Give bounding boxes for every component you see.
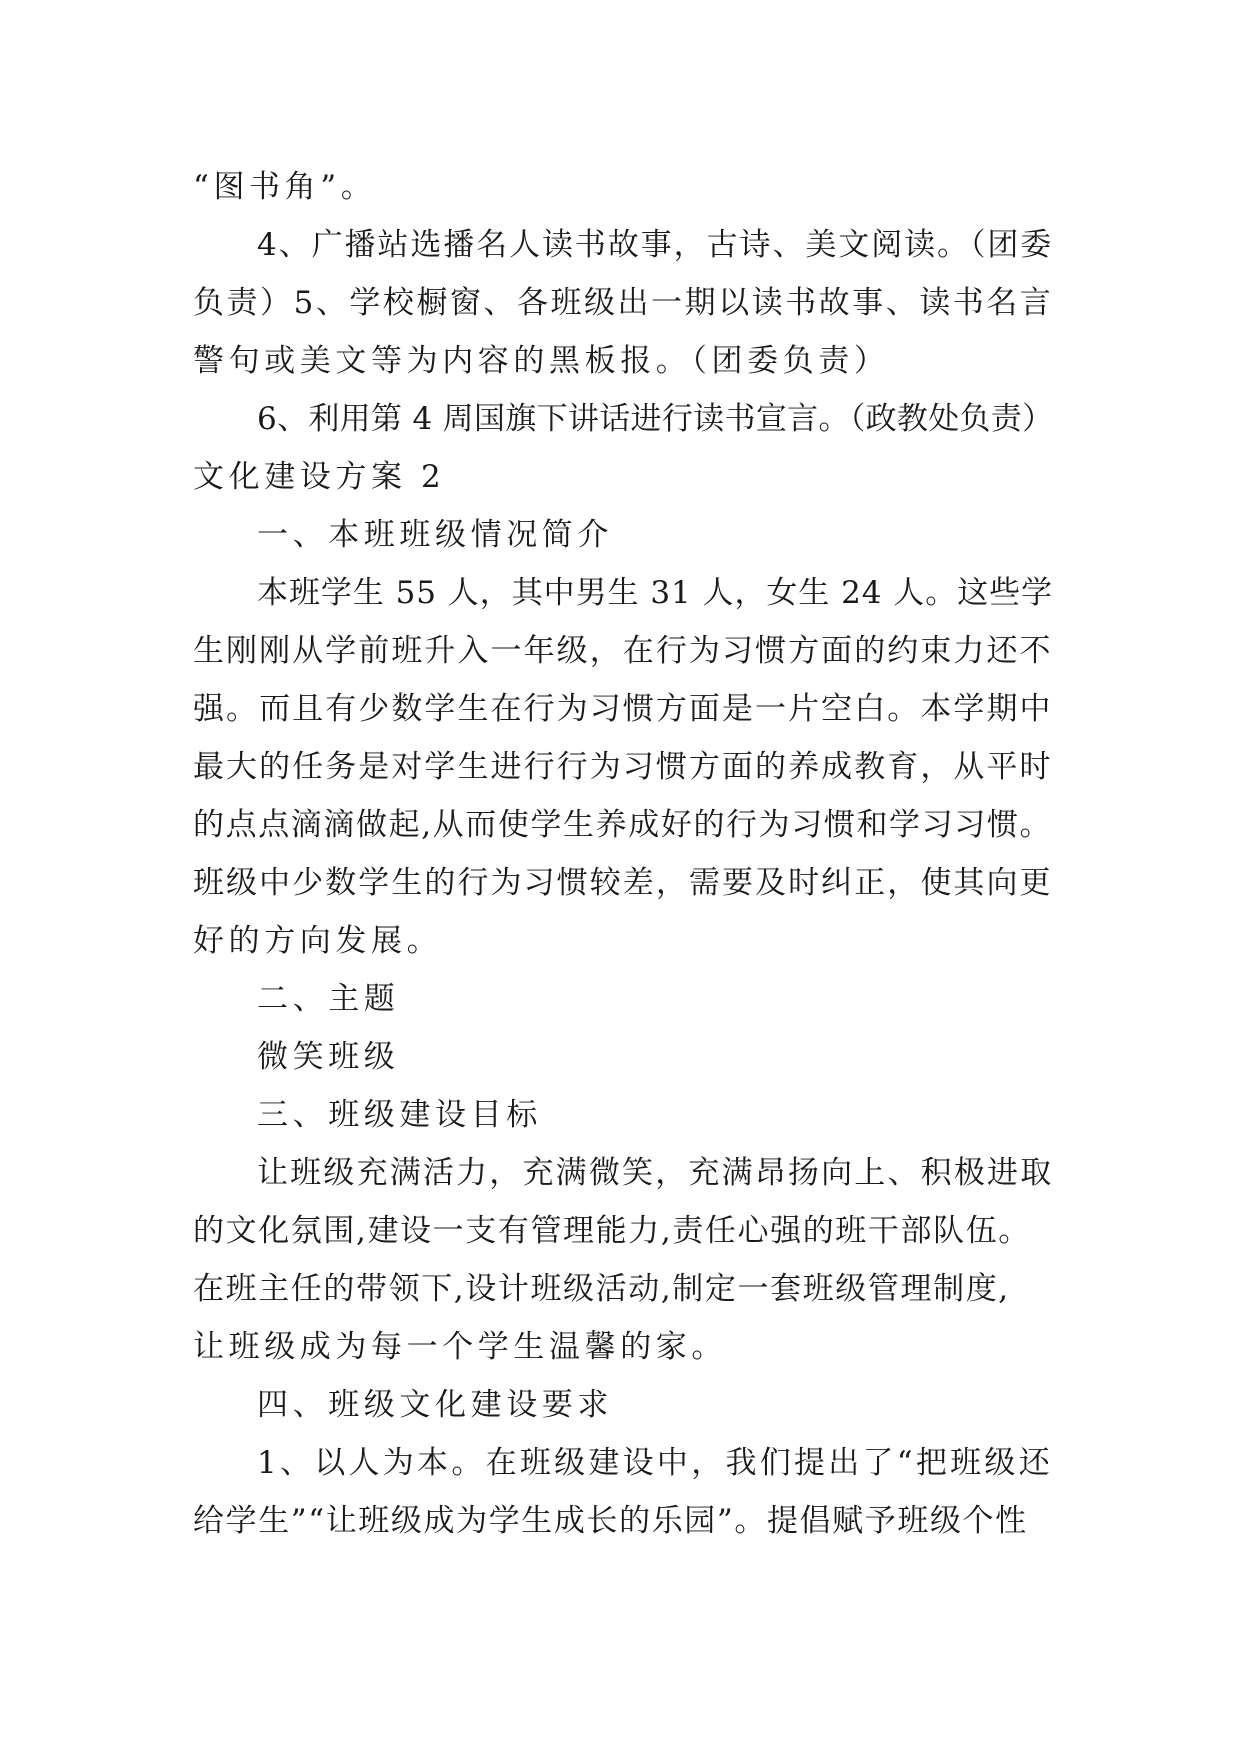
text-line: 班级中少数学生的行为习惯较差，需要及时纠正，使其向更 <box>193 865 1053 901</box>
text-line: “图书角”。 <box>193 169 377 205</box>
text-line: 本班学生 55 人，其中男生 31 人，女生 24 人。这些学 <box>257 575 1054 611</box>
text-line: 给学生”“让班级成为学生成长的乐园”。提倡赋予班级个性 <box>193 1503 1028 1539</box>
text-line: 1、以人为本。在班级建设中，我们提出了“把班级还 <box>257 1445 1053 1481</box>
text-line: 让班级充满活力，充满微笑，充满昂扬向上、积极进取 <box>257 1155 1054 1191</box>
heading: 三、班级建设目标 <box>257 1097 542 1133</box>
heading: 二、主题 <box>257 981 400 1017</box>
text-line: 的文化氛围,建设一支有管理能力,责任心强的班干部队伍。 <box>193 1213 1031 1249</box>
text-line: 6、利用第 4 周国旗下讲话进行读书宣言。（政教处负责） <box>257 401 1054 437</box>
text-line: 微笑班级 <box>257 1039 400 1075</box>
document-body <box>193 158 1053 1550</box>
text-line: 警句或美文等为内容的黑板报。（团委负责） <box>193 343 890 379</box>
text-line: 好的方向发展。 <box>193 923 443 959</box>
text-line: 的点点滴滴做起,从而使学生养成好的行为习惯和学习习惯。 <box>193 807 1053 843</box>
text-line: 生刚刚从学前班升入一年级，在行为习惯方面的约束力还不 <box>193 633 1053 669</box>
text-line: 让班级成为每一个学生温馨的家。 <box>193 1329 727 1365</box>
text-line: 强。而且有少数学生在行为习惯方面是一片空白。本学期中 <box>193 691 1053 727</box>
heading: 一、本班班级情况简介 <box>257 517 613 553</box>
text-line: 在班主任的带领下,设计班级活动,制定一套班级管理制度, <box>193 1271 1010 1307</box>
section-title: 文化建设方案 2 <box>193 459 446 495</box>
heading: 四、班级文化建设要求 <box>257 1387 613 1423</box>
text-line: 4、广播站选播名人读书故事，古诗、美文阅读。（团委 <box>257 227 1054 263</box>
text-line: 最大的任务是对学生进行行为习惯方面的养成教育，从平时 <box>193 749 1053 785</box>
text-line: 负责）5、学校橱窗、各班级出一期以读书故事、读书名言 <box>193 285 1054 321</box>
